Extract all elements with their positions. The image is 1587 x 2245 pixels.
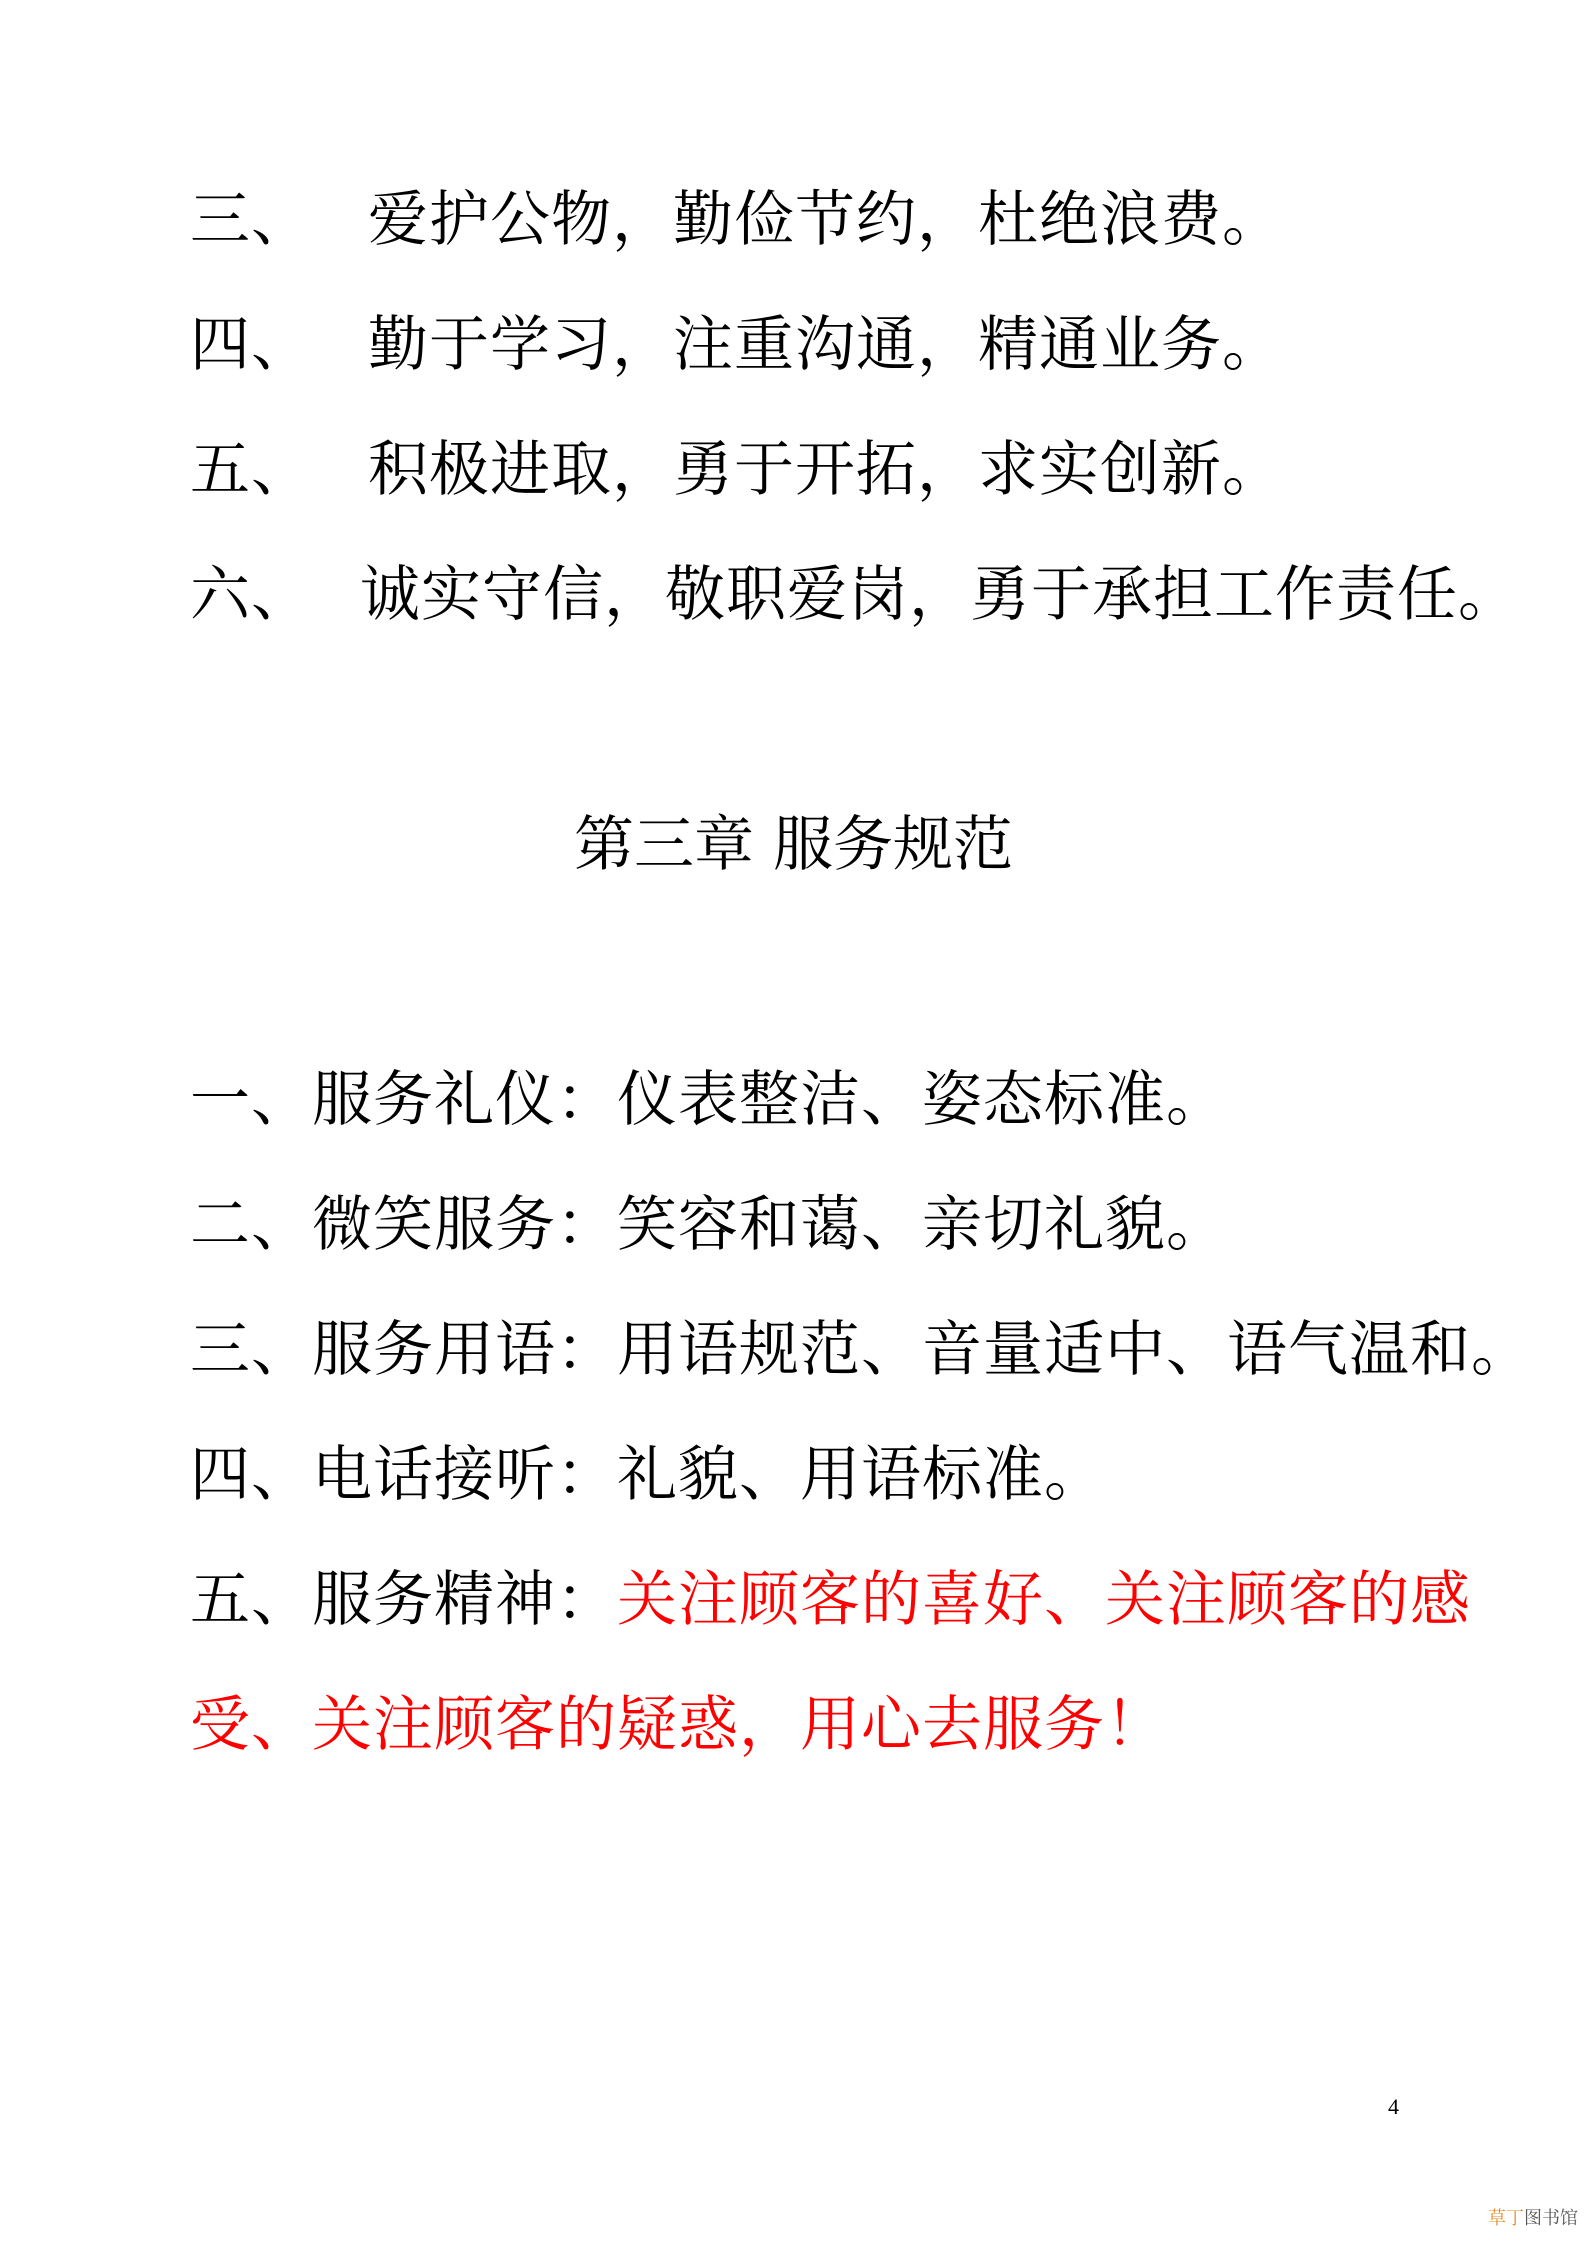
principle-number: 六、 xyxy=(190,560,312,630)
norm-text: 用语规范、音量适中、语气温和。 xyxy=(617,1315,1532,1385)
principle-item-3 xyxy=(190,180,1283,260)
site-watermark xyxy=(1488,2208,1578,2230)
norm-label: 一、服务礼仪： xyxy=(190,1065,617,1135)
principle-text: 诚实守信，敬职爱岗，勇于承担工作责任。 xyxy=(360,560,1519,630)
principle-item-4 xyxy=(190,305,1283,385)
norm-label: 二、微笑服务： xyxy=(190,1190,617,1260)
norm-label: 四、电话接听： xyxy=(190,1440,617,1510)
watermark-part-1: 草丁 xyxy=(1488,2208,1524,2229)
norm-label: 三、服务用语： xyxy=(190,1315,617,1385)
watermark-part-2: 图书馆 xyxy=(1524,2208,1578,2229)
norm-text: 礼貌、用语标准。 xyxy=(617,1440,1105,1510)
norm-text: 仪表整洁、姿态标准。 xyxy=(617,1065,1227,1135)
norm-item-1 xyxy=(190,1060,1227,1140)
norm-text: 笑容和蔼、亲切礼貌。 xyxy=(617,1190,1227,1260)
norm-item-3 xyxy=(190,1310,1532,1390)
norm-item-2 xyxy=(190,1185,1227,1265)
principle-item-5 xyxy=(190,430,1283,510)
principle-number: 四、 xyxy=(190,310,312,380)
norm-item-5 xyxy=(190,1560,1471,1640)
norm-item-5-continuation: 受、关注顾客的疑惑，用心去服务！ xyxy=(190,1690,1166,1760)
norm-item-4 xyxy=(190,1435,1105,1515)
principle-item-6 xyxy=(190,555,1519,635)
principle-text: 积极进取，勇于开拓，求实创新。 xyxy=(368,435,1283,505)
page-number: 4 xyxy=(1388,2094,1399,2119)
chapter-title: 第三章 服务规范 xyxy=(573,810,1014,880)
principle-text: 勤于学习，注重沟通，精通业务。 xyxy=(368,310,1283,380)
norm-label: 五、服务精神： xyxy=(190,1565,617,1635)
principle-number: 五、 xyxy=(190,435,312,505)
principle-number: 三、 xyxy=(190,185,312,255)
principle-text: 爱护公物，勤俭节约，杜绝浪费。 xyxy=(368,185,1283,255)
norm-highlight-text: 关注顾客的喜好、关注顾客的感 xyxy=(617,1565,1471,1635)
